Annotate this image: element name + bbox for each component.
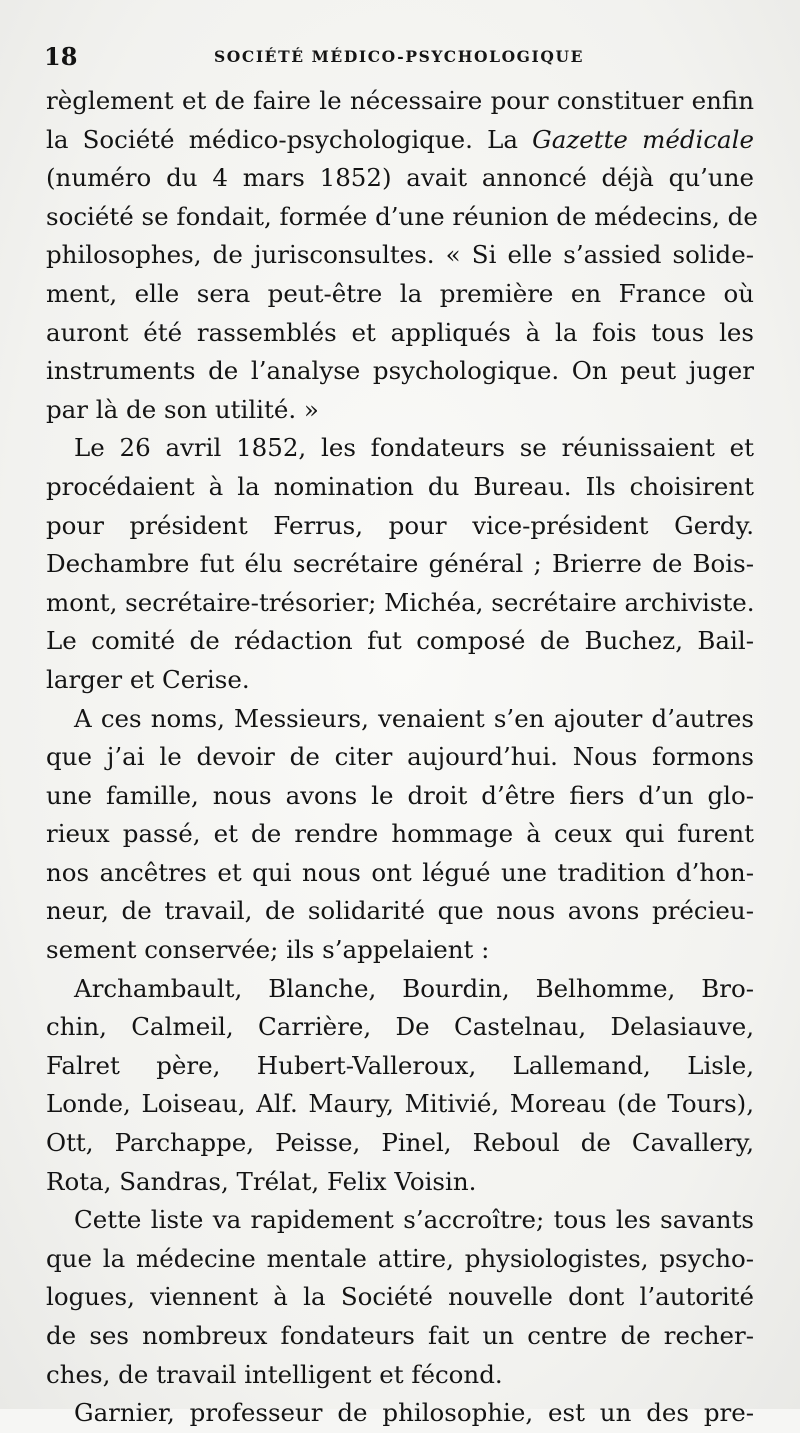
text-line-content: par là de son utilité. » — [46, 394, 319, 424]
text-line-content: instruments de l’analyse psychologique. On peut juger — [46, 356, 754, 386]
text-line — [46, 507, 754, 546]
text-line-content: auront été rassemblés et appliqués à la fois tous les — [46, 317, 754, 347]
text-line — [46, 854, 754, 893]
text-line-content: Garnier, professeur de philosophie, est un des pre- — [74, 1398, 754, 1428]
text-line — [46, 1047, 754, 1086]
text-line — [46, 429, 754, 468]
text-line — [46, 1278, 754, 1317]
text-line-content: nos ancêtres et qui nous ont légué une tradition d’hon- — [46, 857, 754, 887]
text-line-content: Le 26 avril 1852, les fondateurs se réunissaient et — [74, 433, 754, 463]
text-line — [46, 545, 754, 584]
text-line-content: neur, de travail, de solidarité que nous avons précieu- — [46, 896, 754, 926]
text-line — [46, 1008, 754, 1047]
text-line — [46, 1201, 754, 1240]
text-line-content: règlement et de faire le nécessaire pour constituer enfin — [46, 86, 754, 115]
running-head: SOCIÉTÉ MÉDICO-PSYCHOLOGIQUE — [214, 47, 584, 66]
text-line-content: (numéro du 4 mars 1852) avait annoncé déjà qu’une — [46, 163, 754, 193]
text-line-content: une famille, nous avons le droit d’être fiers d’un glo- — [46, 780, 754, 810]
text-line-content: ment, elle sera peut-être la première en France où — [46, 278, 754, 308]
text-line-content: larger et Cerise. — [46, 664, 250, 694]
text-line — [46, 1124, 754, 1163]
text-line — [46, 236, 754, 275]
text-line — [46, 892, 754, 931]
text-line-content: Rota, Sandras, Trélat, Felix Voisin. — [46, 1166, 477, 1196]
text-line-content: Archambault, Blanche, Bourdin, Belhomme, Bro- — [74, 973, 754, 1003]
text-line — [46, 622, 754, 661]
page-header — [44, 40, 760, 74]
text-line-content: Le comité de rédaction fut composé de Buchez, Bail- — [46, 626, 754, 656]
text-line — [46, 777, 754, 816]
text-line — [46, 468, 754, 507]
text-line — [46, 391, 754, 430]
text-line — [46, 584, 754, 623]
text-line — [46, 1163, 754, 1202]
text-line-content: mont, secrétaire-trésorier; Michéa, secrétaire archiviste. — [46, 587, 755, 617]
text-line-content: que j’ai le devoir de citer aujourd’hui. Nous formons — [46, 742, 754, 772]
text-line — [46, 275, 754, 314]
text-line-content: logues, viennent à la Société nouvelle dont l’autorité — [46, 1282, 754, 1312]
text-line-content: chin, Calmeil, Carrière, De Castelnau, Delasiauve, — [46, 1012, 754, 1042]
text-line-content: de ses nombreux fondateurs fait un centre de recher- — [46, 1321, 754, 1350]
journal-title: Gazette médicale — [532, 124, 754, 154]
text-line — [46, 661, 754, 700]
text-line — [46, 121, 754, 160]
text-line — [46, 352, 754, 391]
text-line — [46, 1394, 754, 1433]
text-line — [46, 1085, 754, 1124]
text-line-content: procédaient à la nomination du Bureau. Ils choisirent — [46, 471, 754, 501]
text-line — [46, 700, 754, 739]
text-line — [46, 738, 754, 777]
text-line — [46, 314, 754, 353]
text-line — [46, 159, 754, 198]
text-line-content: la Société médico-psychologique. La — [46, 124, 533, 154]
text-line — [46, 82, 754, 121]
text-line-content: pour président Ferrus, pour vice-président Gerdy. — [46, 510, 754, 540]
text-line — [46, 198, 758, 237]
text-line-content: société se fondait, formée d’une réunion de médecins, de — [46, 201, 758, 231]
text-line-content: rieux passé, et de rendre hommage à ceux qui furent — [46, 819, 754, 849]
text-line — [46, 815, 754, 854]
text-line-content: sement conservée; ils s’appelaient : — [46, 935, 490, 965]
text-line-content: Dechambre fut élu secrétaire général ; Brierre de Bois- — [46, 549, 754, 579]
text-line-content: A ces noms, Messieurs, venaient s’en ajouter d’autres — [74, 703, 754, 733]
text-line — [46, 1240, 754, 1279]
text-line — [46, 1317, 754, 1356]
text-line-content: Londe, Loiseau, Alf. Maury, Mitivié, Moreau (de Tours), — [46, 1089, 754, 1119]
page-number: 18 — [44, 42, 78, 71]
text-line — [46, 1356, 754, 1395]
text-line-content: ches, de travail intelligent et fécond. — [46, 1359, 503, 1389]
text-line-content: Cette liste va rapidement s’accroître; tous les savants — [74, 1205, 754, 1235]
text-line-content: que la médecine mentale attire, physiologistes, psycho- — [46, 1243, 754, 1273]
text-line — [46, 931, 754, 970]
body-text — [46, 82, 758, 1433]
text-line-content: Falret père, Hubert-Valleroux, Lallemand, Lisle, — [46, 1050, 754, 1080]
text-line — [46, 970, 754, 1009]
text-line-content: philosophes, de jurisconsultes. « Si elle s’assied solide- — [46, 240, 754, 270]
text-line-content: Ott, Parchappe, Peisse, Pinel, Reboul de Cavallery, — [46, 1128, 754, 1158]
